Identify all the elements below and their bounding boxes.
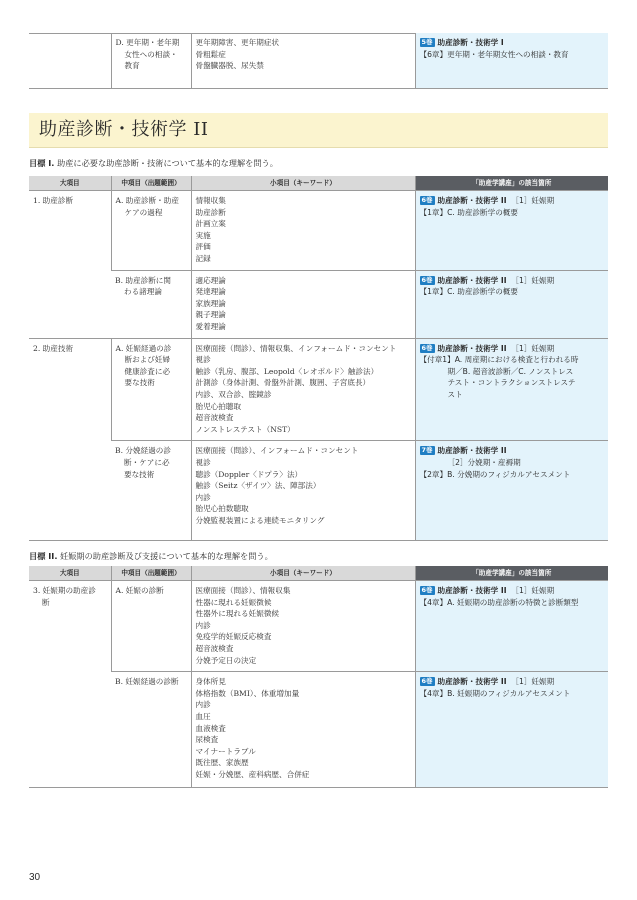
minor-line: 記録: [195, 253, 211, 263]
minor-line: 尿検査: [195, 735, 219, 745]
minor-line: 視診: [195, 457, 211, 467]
minor-line: 内診、双合診、腟鏡診: [195, 389, 272, 399]
minor-line: 医療面接（問診）、情報収集: [195, 586, 291, 595]
minor-line: 血液検査: [195, 723, 226, 733]
ref-suffix: ［1］妊娠期: [511, 275, 555, 285]
minor-line: 更年期障害、更年期症状: [195, 38, 280, 47]
middle-line: D. 更年期・老年期: [115, 38, 180, 47]
minor-line: 実施: [195, 230, 211, 240]
volume-badge: 6巻: [421, 275, 433, 284]
table-objective-2: [29, 566, 608, 788]
volume-badge: 5巻: [421, 38, 433, 46]
volume-badge: 6巻: [421, 343, 433, 352]
minor-line: 愛着理論: [195, 321, 226, 331]
ref-suffix: ［1］妊娠期: [511, 677, 555, 687]
minor-line: 計測診（身体計測、骨盤外計測、腹囲、子宮底長）: [195, 378, 371, 388]
table-row: [29, 191, 608, 271]
header-ref: 「助産学講座」の該当箇所: [415, 176, 608, 191]
ref-line: 【4章】B. 妊娠期のフィジカルアセスメント: [419, 688, 571, 698]
ref-cell: [415, 581, 608, 672]
minor-line: 性器に現れる妊娠徴候: [195, 597, 272, 607]
objective-label: 目標 II.: [29, 551, 58, 561]
ref-suffix: ［1］妊娠期: [511, 586, 555, 595]
ref-title: 助産診断・技術学 II: [437, 677, 507, 687]
minor-line: 分娩予定日の決定: [195, 655, 257, 665]
major-cell: [29, 581, 111, 788]
minor-line: 超音波検査: [195, 413, 234, 423]
table-header-row: [29, 176, 608, 191]
minor-line: ノンストレステスト（NST）: [195, 424, 295, 434]
minor-cell: [191, 672, 415, 788]
minor-line: 超音波検査: [195, 643, 234, 653]
ref-cell: [415, 270, 608, 338]
minor-line: 医療面接（問診）、インフォームド・コンセント: [195, 446, 359, 456]
volume-badge: 7巻: [421, 446, 433, 455]
volume-badge: 6巻: [421, 677, 433, 686]
ref-title: 助産診断・技術学 II: [437, 275, 507, 285]
minor-line: 助産診断: [195, 207, 226, 217]
table-row: [29, 672, 608, 788]
middle-line: 断および妊婦: [124, 355, 171, 365]
minor-line: 家族理論: [195, 298, 226, 308]
ref-line: 【1章】C. 助産診断学の概要: [419, 207, 518, 217]
middle-line: A. 妊娠経過の診: [115, 343, 172, 353]
major-line: 1. 助産診断: [33, 196, 74, 205]
middle-cell: [111, 270, 191, 338]
ref-line: 【2章】B. 分娩期のフィジカルアセスメント: [419, 469, 571, 479]
header-minor: 小項目（キーワード）: [191, 176, 415, 191]
header-major: 大項目: [29, 566, 111, 581]
minor-line: 血圧: [195, 711, 211, 721]
minor-line: 情報収集: [195, 196, 226, 205]
minor-line: 内診: [195, 492, 211, 502]
minor-line: マイナートラブル: [195, 746, 256, 756]
middle-line: 健康診査に必: [124, 366, 171, 376]
minor-line: 胎児心拍数聴取: [195, 504, 249, 514]
minor-line: 骨粗鬆症: [195, 49, 226, 59]
minor-cell: [191, 441, 415, 541]
ref-line: ［2］分娩期・産褥期: [447, 457, 521, 467]
minor-line: 内診: [195, 620, 211, 630]
volume-badge: 6巻: [421, 196, 433, 204]
minor-cell: [191, 270, 415, 338]
volume-badge: 6巻: [421, 586, 433, 594]
ref-cell: [415, 441, 608, 541]
middle-line: A. 妊娠の診断: [115, 586, 164, 595]
objective-text: 妊娠期の助産診断及び支援について基本的な理解を問う。: [60, 551, 273, 561]
middle-cell: [111, 441, 191, 541]
middle-line: B. 助産診断に関: [115, 275, 171, 285]
table-row: [29, 441, 608, 541]
minor-line: 発達理論: [195, 287, 226, 297]
minor-cell: [191, 191, 415, 271]
minor-cell: [191, 338, 415, 441]
ref-cell: [415, 672, 608, 788]
table-header-row: [29, 566, 608, 581]
major-cell: [29, 33, 111, 88]
ref-title: 助産診断・技術学 II: [437, 586, 507, 595]
minor-cell: [191, 581, 415, 672]
section-banner: [29, 113, 608, 148]
ref-suffix: ［1］妊娠期: [511, 196, 555, 205]
table-row: [29, 270, 608, 338]
minor-line: 触診（乳房、腹部、Leopold〈レオポルド〉触診法）: [195, 366, 379, 376]
ref-line: テスト・コントラクションストレステ: [447, 378, 576, 388]
ref-line: スト: [447, 389, 463, 399]
ref-line: 期／B. 超音波診断／C. ノンストレス: [447, 366, 574, 376]
minor-line: 内診: [195, 700, 211, 710]
middle-line: 要な技術: [124, 469, 155, 479]
middle-line: わる諸理論: [124, 287, 162, 297]
table-row: [29, 581, 608, 672]
header-major: 大項目: [29, 176, 111, 191]
minor-line: 触診（Seitz〈ザイツ〉法、陣部法）: [195, 481, 321, 491]
top-continuation-table: [29, 33, 608, 89]
header-minor: 小項目（キーワード）: [191, 566, 415, 581]
ref-cell: [415, 33, 608, 88]
middle-line: B. 妊娠経過の診断: [115, 677, 179, 687]
header-middle: 中項目（出題範囲）: [111, 566, 191, 581]
objective-label: 目標 I.: [29, 158, 55, 168]
major-line: 断: [42, 597, 50, 607]
middle-cell: [111, 33, 191, 88]
minor-line: 視診: [195, 355, 211, 365]
table-row: [29, 33, 608, 88]
minor-line: 既往歴、家族歴: [195, 758, 249, 768]
middle-line: A. 助産診断・助産: [115, 196, 179, 205]
middle-line: 女性への相談・: [124, 49, 178, 59]
ref-line: 【4章】A. 妊娠期の助産診断の特徴と診断類型: [419, 597, 579, 607]
ref-suffix: ［1］妊娠期: [511, 343, 555, 353]
middle-cell: [111, 191, 191, 271]
objective-text: 助産に必要な助産診断・技術について基本的な理解を問う。: [57, 158, 278, 168]
ref-cell: [415, 338, 608, 441]
minor-line: 骨盤臓器脱、尿失禁: [195, 61, 264, 71]
major-cell: [29, 191, 111, 339]
table-row: [29, 338, 608, 441]
ref-line: 【6章】更年期・老年期女性への相談・教育: [419, 49, 569, 59]
minor-line: 胎児心拍聴取: [195, 401, 242, 411]
minor-line: 体格指数（BMI）、体重増加量: [195, 688, 300, 698]
middle-line: 断・ケアに必: [124, 457, 170, 467]
ref-line: 【1章】C. 助産診断学の概要: [419, 287, 518, 297]
ref-line: 【付章1】A. 周産期における検査と行われる時: [419, 355, 579, 365]
middle-line: 要な技術: [124, 378, 155, 388]
middle-line: 教育: [124, 61, 140, 71]
major-line: 2. 助産技術: [33, 343, 74, 353]
header-ref: 「助産学講座」の該当箇所: [415, 566, 608, 581]
minor-line: 適応理論: [195, 275, 226, 285]
section-title: 助産診断・技術学 II: [39, 119, 209, 140]
minor-line: 妊娠・分娩歴、産科病歴、合併症: [195, 769, 310, 779]
ref-title: 助産診断・技術学 II: [437, 196, 507, 205]
middle-line: B. 分娩経過の診: [115, 446, 171, 456]
header-middle: 中項目（出題範囲）: [111, 176, 191, 191]
ref-title: 助産診断・技術学 I: [437, 38, 504, 47]
middle-cell: [111, 581, 191, 672]
major-line: 3. 妊娠期の助産診: [33, 586, 96, 595]
minor-line: 医療面接（問診）、情報収集、インフォームド・コンセント: [195, 343, 397, 353]
minor-line: 評価: [195, 242, 211, 252]
objective-2: [29, 551, 273, 562]
middle-cell: [111, 338, 191, 441]
minor-line: 身体所見: [195, 677, 226, 687]
page-number: 30: [29, 872, 41, 883]
minor-line: 聴診（Doppler〈ドプラ〉法）: [195, 469, 303, 479]
minor-line: 免疫学的妊娠反応検査: [195, 632, 272, 642]
objective-1: [29, 158, 278, 169]
minor-line: 分娩監視装置による連続モニタリング: [195, 515, 325, 525]
major-cell: [29, 338, 111, 541]
middle-cell: [111, 672, 191, 788]
minor-line: 計画立案: [195, 219, 226, 229]
middle-line: ケアの過程: [124, 207, 163, 217]
ref-cell: [415, 191, 608, 271]
minor-cell: [191, 33, 415, 88]
ref-title: 助産診断・技術学 II: [437, 343, 507, 353]
ref-title: 助産診断・技術学 II: [437, 446, 507, 456]
minor-line: 親子理論: [195, 310, 226, 320]
table-objective-1: [29, 176, 608, 541]
minor-line: 性器外に現れる妊娠徴候: [195, 609, 280, 619]
